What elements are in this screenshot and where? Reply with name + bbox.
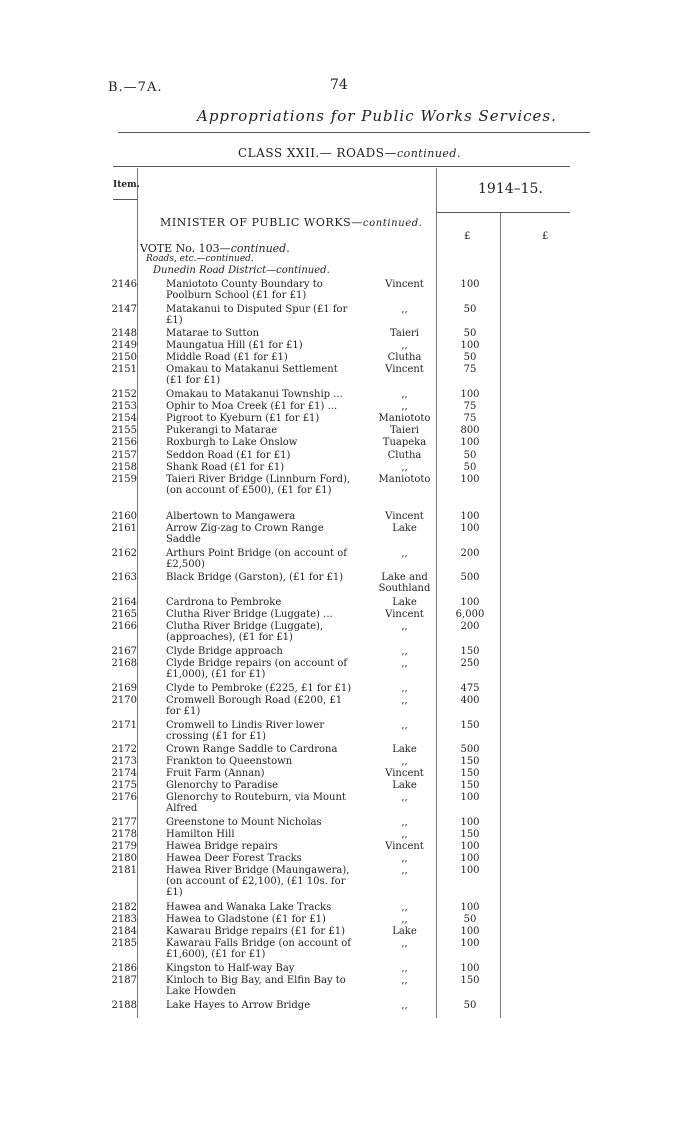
item-amount: 100 xyxy=(460,792,480,803)
item-district: Clutha xyxy=(387,352,422,363)
item-description: Clutha River Bridge (Luggate) ... xyxy=(166,609,333,620)
item-district: Lake xyxy=(392,744,417,755)
item-number: 2156 xyxy=(111,437,137,448)
item-description: Shank Road (£1 for £1) xyxy=(166,462,285,473)
item-district: Taieri xyxy=(390,425,419,436)
vote-heading-text: VOTE No. 103— xyxy=(140,242,231,255)
item-description: Frankton to Queenstown xyxy=(166,756,293,767)
item-district: ,, xyxy=(401,720,408,731)
item-amount: 100 xyxy=(460,389,480,400)
item-amount: 800 xyxy=(460,425,480,436)
item-amount: 100 xyxy=(460,963,480,974)
item-number: 2151 xyxy=(111,364,137,375)
item-description: Arthurs Point Bridge (on account of £2,500) xyxy=(166,548,347,570)
item-amount: 100 xyxy=(460,841,480,852)
item-district: ,, xyxy=(401,853,408,864)
item-number: 2169 xyxy=(111,683,137,694)
item-district: Tuapeka xyxy=(382,437,427,448)
item-number: 2175 xyxy=(111,780,137,791)
item-amount: 6,000 xyxy=(455,609,485,620)
item-number: 2182 xyxy=(111,902,137,913)
item-number: 2161 xyxy=(111,523,137,534)
item-amount: 150 xyxy=(460,829,480,840)
item-district: ,, xyxy=(401,389,408,400)
item-description: Matarae to Sutton xyxy=(166,328,260,339)
item-number: 2183 xyxy=(111,914,137,925)
item-district: ,, xyxy=(401,817,408,828)
item-district: Vincent xyxy=(385,364,424,375)
item-district: ,, xyxy=(401,646,408,657)
item-description: Maungatua Hill (£1 for £1) xyxy=(166,340,303,351)
item-district: Lake xyxy=(392,523,417,534)
item-description: Pigroot to Kyeburn (£1 for £1) xyxy=(166,413,320,424)
item-number: 2184 xyxy=(111,926,137,937)
class-heading-text: CLASS XXII.— ROADS— xyxy=(238,146,397,160)
item-district: ,, xyxy=(401,829,408,840)
item-description: Matakanui to Disputed Spur (£1 for £1) xyxy=(166,304,348,326)
item-district: ,, xyxy=(401,938,408,949)
item-description: Clyde Bridge repairs (on account of £1,000), (£1 for £1) xyxy=(166,658,348,680)
item-number: 2185 xyxy=(111,938,137,949)
item-district: Lake xyxy=(392,780,417,791)
item-number: 2168 xyxy=(111,658,137,669)
item-description: Taieri River Bridge (Linnburn Ford), (on account of £500), (£1 for £1) xyxy=(166,474,351,496)
item-district: Clutha xyxy=(387,450,422,461)
item-description: Ophir to Moa Creek (£1 for £1) ... xyxy=(166,401,338,412)
item-description: Albertown to Mangawera xyxy=(166,511,296,522)
item-amount: 50 xyxy=(463,352,477,363)
item-number: 2155 xyxy=(111,425,137,436)
item-description: Lake Hayes to Arrow Bridge xyxy=(166,1000,311,1011)
item-description: Kinloch to Big Bay, and Elfin Bay to Lake Howden xyxy=(166,975,346,997)
item-amount: 100 xyxy=(460,902,480,913)
item-description: Hamilton Hill xyxy=(166,829,235,840)
item-description: Kawarau Falls Bridge (on account of £1,600), (£1 for £1) xyxy=(166,938,351,960)
item-description: Omakau to Matakanui Township ... xyxy=(166,389,343,400)
item-number: 2181 xyxy=(111,865,137,876)
item-district: ,, xyxy=(401,683,408,694)
item-number: 2146 xyxy=(111,279,137,290)
item-description: Kingston to Half-way Bay xyxy=(166,963,295,974)
item-description: Clutha River Bridge (Luggate), (approaches), (£1 for £1) xyxy=(166,621,324,643)
item-district: ,, xyxy=(401,621,408,632)
item-amount: 150 xyxy=(460,720,480,731)
item-district: ,, xyxy=(401,756,408,767)
item-description: Pukerangi to Matarae xyxy=(166,425,278,436)
year-column-header: 1914–15. xyxy=(478,181,543,197)
item-number: 2148 xyxy=(111,328,137,339)
item-amount: 100 xyxy=(460,938,480,949)
item-district: Vincent xyxy=(385,768,424,779)
item-district: ,, xyxy=(401,865,408,876)
item-description: Hawea and Wanaka Lake Tracks xyxy=(166,902,332,913)
item-number: 2176 xyxy=(111,792,137,803)
item-description: Hawea River Bridge (Maungawera), (on account of £2,100), (£1 10s. for £1) xyxy=(166,865,350,898)
item-description: Greenstone to Mount Nicholas xyxy=(166,817,322,828)
item-amount: 150 xyxy=(460,756,480,767)
item-number: 2187 xyxy=(111,975,137,986)
class-heading-cont: continued. xyxy=(396,147,461,160)
item-amount: 75 xyxy=(463,401,477,412)
item-description: Glenorchy to Paradise xyxy=(166,780,279,791)
item-number: 2160 xyxy=(111,511,137,522)
item-number: 2147 xyxy=(111,304,137,315)
item-description: Hawea Deer Forest Tracks xyxy=(166,853,302,864)
item-description: Fruit Farm (Annan) xyxy=(166,768,265,779)
item-district: ,, xyxy=(401,792,408,803)
item-amount: 100 xyxy=(460,340,480,351)
item-description: Arrow Zig-zag to Crown Range Saddle xyxy=(166,523,324,545)
item-number: 2158 xyxy=(111,462,137,473)
item-number: 2154 xyxy=(111,413,137,424)
page-number: 74 xyxy=(330,77,348,93)
item-column-header: Item. xyxy=(113,180,140,190)
item-number: 2188 xyxy=(111,1000,137,1011)
item-district: ,, xyxy=(401,902,408,913)
item-amount: 100 xyxy=(460,437,480,448)
item-description: Clyde to Pembroke (£225, £1 for £1) xyxy=(166,683,352,694)
item-amount: 150 xyxy=(460,780,480,791)
item-amount: 250 xyxy=(460,658,480,669)
item-district: ,, xyxy=(401,963,408,974)
item-description: Hawea to Gladstone (£1 for £1) xyxy=(166,914,326,925)
item-description: Middle Road (£1 for £1) xyxy=(166,352,288,363)
item-district: ,, xyxy=(401,1000,408,1011)
item-district: ,, xyxy=(401,304,408,315)
item-amount: 500 xyxy=(460,572,480,583)
item-amount: 150 xyxy=(460,768,480,779)
item-number: 2152 xyxy=(111,389,137,400)
item-district: ,, xyxy=(401,340,408,351)
item-district: ,, xyxy=(401,548,408,559)
item-description: Crown Range Saddle to Cardrona xyxy=(166,744,338,755)
item-district: ,, xyxy=(401,401,408,412)
item-district: Vincent xyxy=(385,279,424,290)
item-number: 2163 xyxy=(111,572,137,583)
item-district: Lake xyxy=(392,926,417,937)
item-description: Clyde Bridge approach xyxy=(166,646,283,657)
item-number: 2180 xyxy=(111,853,137,864)
item-district: Vincent xyxy=(385,841,424,852)
roads-subheading: Roads, etc.—continued. xyxy=(146,254,254,264)
item-amount: 475 xyxy=(460,683,480,694)
item-amount: 100 xyxy=(460,511,480,522)
item-description: Kawarau Bridge repairs (£1 for £1) xyxy=(166,926,346,937)
item-number: 2157 xyxy=(111,450,137,461)
district-subheading: Dunedin Road District—continued. xyxy=(153,265,330,276)
report-reference: B.—7A. xyxy=(108,80,163,95)
item-amount: 50 xyxy=(463,450,477,461)
item-amount: 100 xyxy=(460,926,480,937)
item-number: 2174 xyxy=(111,768,137,779)
item-description: Cardrona to Pembroke xyxy=(166,597,282,608)
item-description: Omakau to Matakanui Settlement (£1 for £1) xyxy=(166,364,338,386)
item-description: Maniototo County Boundary to Poolburn School (£1 for £1) xyxy=(166,279,323,301)
item-description: Cromwell Borough Road (£200, £1 for £1) xyxy=(166,695,343,717)
item-amount: 50 xyxy=(463,304,477,315)
item-district: ,, xyxy=(401,695,408,706)
item-amount: 75 xyxy=(463,413,477,424)
item-amount: 100 xyxy=(460,853,480,864)
item-description: Roxburgh to Lake Onslow xyxy=(166,437,298,448)
pound-sign-right: £ xyxy=(542,231,549,242)
item-amount: 50 xyxy=(463,462,477,473)
item-number: 2150 xyxy=(111,352,137,363)
item-amount: 100 xyxy=(460,817,480,828)
minister-heading-cont: continued. xyxy=(362,218,423,229)
item-district: ,, xyxy=(401,914,408,925)
pound-sign-left: £ xyxy=(464,231,471,242)
item-amount: 75 xyxy=(463,364,477,375)
item-number: 2153 xyxy=(111,401,137,412)
item-district: ,, xyxy=(401,658,408,669)
item-district: Vincent xyxy=(385,511,424,522)
item-number: 2159 xyxy=(111,474,137,485)
item-district: Maniototo xyxy=(378,413,431,424)
item-number: 2171 xyxy=(111,720,137,731)
item-description: Cromwell to Lindis River lower crossing (£1 for £1) xyxy=(166,720,325,742)
item-number: 2173 xyxy=(111,756,137,767)
item-number: 2165 xyxy=(111,609,137,620)
page-title: Appropriations for Public Works Services. xyxy=(197,107,557,125)
item-description: Seddon Road (£1 for £1) xyxy=(166,450,291,461)
item-amount: 400 xyxy=(460,695,480,706)
item-number: 2170 xyxy=(111,695,137,706)
item-amount: 200 xyxy=(460,621,480,632)
item-number: 2166 xyxy=(111,621,137,632)
item-district: Maniototo xyxy=(378,474,431,485)
item-district: Taieri xyxy=(390,328,419,339)
item-number: 2149 xyxy=(111,340,137,351)
item-amount: 500 xyxy=(460,744,480,755)
item-amount: 100 xyxy=(460,597,480,608)
item-amount: 50 xyxy=(463,914,477,925)
item-amount: 50 xyxy=(463,328,477,339)
item-amount: 100 xyxy=(460,865,480,876)
vote-heading-cont: continued. xyxy=(230,242,290,255)
item-amount: 100 xyxy=(460,279,480,290)
item-number: 2178 xyxy=(111,829,137,840)
item-district: ,, xyxy=(401,975,408,986)
item-district: Lake xyxy=(392,597,417,608)
item-number: 2162 xyxy=(111,548,137,559)
item-description: Glenorchy to Routeburn, via Mount Alfred xyxy=(166,792,346,814)
minister-heading-text: MINISTER OF PUBLIC WORKS— xyxy=(160,216,363,229)
item-number: 2177 xyxy=(111,817,137,828)
item-description: Hawea Bridge repairs xyxy=(166,841,278,852)
item-amount: 100 xyxy=(460,523,480,534)
item-district: ,, xyxy=(401,462,408,473)
item-amount: 100 xyxy=(460,474,480,485)
item-district: Vincent xyxy=(385,609,424,620)
item-number: 2179 xyxy=(111,841,137,852)
item-description: Black Bridge (Garston), (£1 for £1) xyxy=(166,572,344,583)
item-number: 2186 xyxy=(111,963,137,974)
item-number: 2167 xyxy=(111,646,137,657)
item-amount: 50 xyxy=(463,1000,477,1011)
item-number: 2172 xyxy=(111,744,137,755)
item-district: Lake and Southland xyxy=(378,572,431,594)
item-amount: 200 xyxy=(460,548,480,559)
item-amount: 150 xyxy=(460,975,480,986)
item-number: 2164 xyxy=(111,597,137,608)
item-amount: 150 xyxy=(460,646,480,657)
